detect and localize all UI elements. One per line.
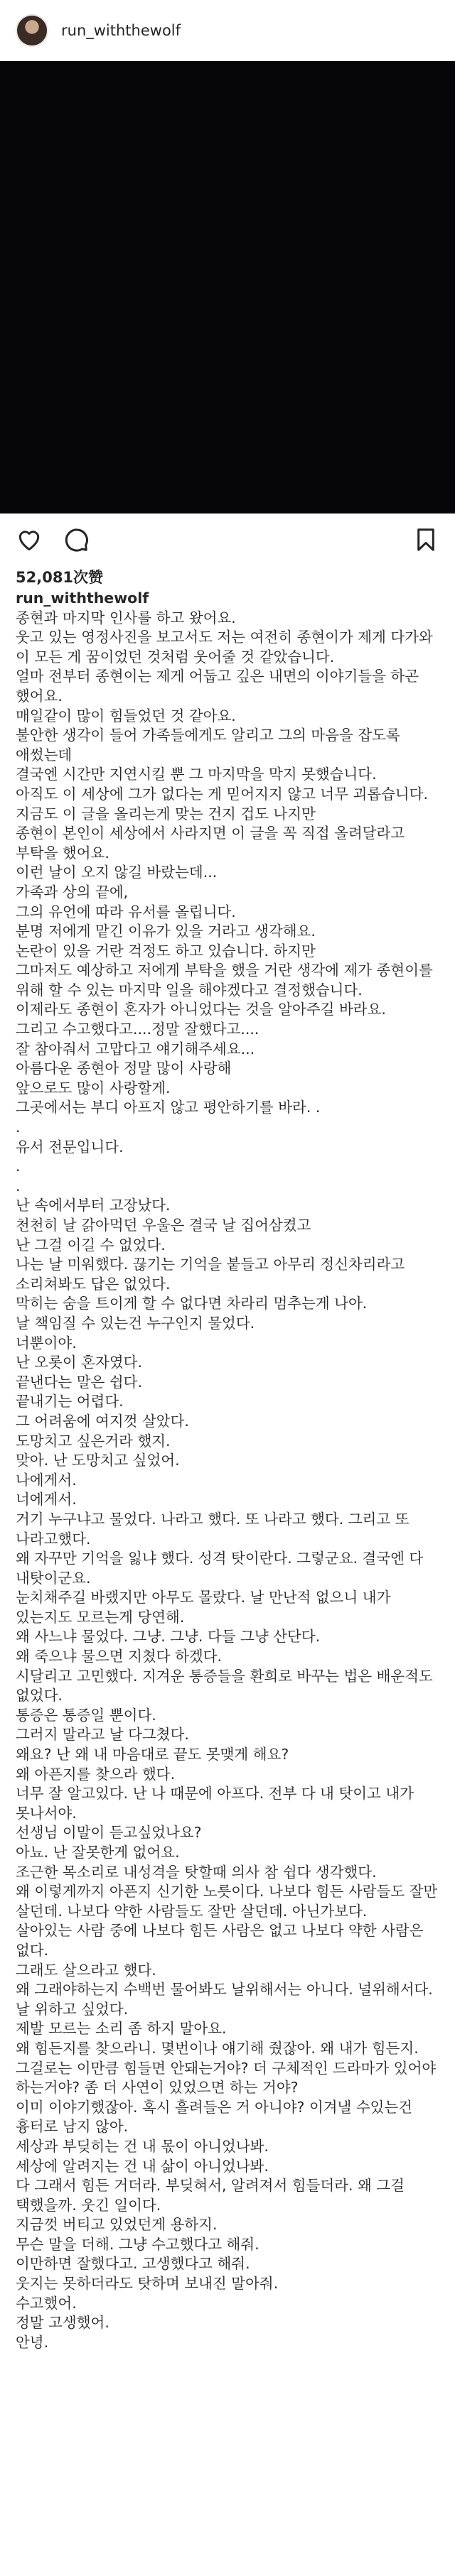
caption-line: 아름다운 종현아 정말 많이 사랑해 xyxy=(16,1060,232,1077)
caption-line: 안녕. xyxy=(16,2333,49,2351)
like-count[interactable]: 52,081次赞 xyxy=(16,569,104,586)
caption-line: 끝낸다는 말은 쉽다. xyxy=(16,1373,142,1391)
caption-line: 그마저도 예상하고 저에게 부탁을 했을 거란 생각에 제가 종현이를 위해 할 수 있는 마지막 일을 해야겠다고 결정했습니다. xyxy=(16,962,438,999)
caption-line: 세상에 알려지는 건 내 삶이 아니었나봐. xyxy=(16,2157,269,2175)
caption-line: 나에게서. xyxy=(16,1471,77,1489)
caption-line: 매일같이 많이 힘들었던 것 같아요. xyxy=(16,707,236,724)
caption-line: . xyxy=(16,1177,21,1195)
caption-line: 잘 참아줘서 고맙다고 얘기해주세요... xyxy=(16,1040,255,1058)
caption-line: 아뇨. 난 잘못한게 없어요. xyxy=(16,1844,180,1861)
post-username[interactable]: run_withthewolf xyxy=(61,22,181,39)
caption-line: 지금도 이 글을 올리는게 맞는 건지 겁도 나지만 xyxy=(16,805,316,822)
caption-line: 불안한 생각이 들어 가족들에게도 알리고 그의 마음을 잡도록 애썼는데 xyxy=(16,727,405,763)
caption-line: . xyxy=(16,1158,21,1175)
caption-line: 통증은 통증일 뿐이다. xyxy=(16,1706,156,1724)
caption-line: 난 속에서부터 고장났다. xyxy=(16,1197,171,1214)
caption-line: 날 책임질 수 있는건 누구인지 물었다. xyxy=(16,1314,255,1332)
caption-line: 이제라도 종현이 혼자가 아니었다는 것을 알아주길 바라요. xyxy=(16,1001,386,1018)
caption-line: 지금껏 버티고 있었던게 용하지. xyxy=(16,2216,218,2234)
caption-line: 그의 유언에 따라 유서를 올립니다. xyxy=(16,903,236,920)
caption-line: 그 어려움에 여지껏 살았다. xyxy=(16,1412,189,1430)
caption-line: . xyxy=(16,1119,21,1136)
caption-line: 도망치고 싶은거라 했지. xyxy=(16,1432,171,1450)
caption-line: 맞아. 난 도망치고 싶었어. xyxy=(16,1452,180,1469)
caption-line: 천천히 날 갉아먹던 우울은 결국 날 집어삼켰고 xyxy=(16,1217,311,1234)
caption-line: 분명 저에게 맡긴 이유가 있을 거라고 생각해요. xyxy=(16,923,316,940)
caption-line: 웃고 있는 영정사진을 보고서도 저는 여전히 종현이가 제게 다가와 이 모든 게 꿈이었던 것처럼 웃어줄 것 같았습니다. xyxy=(16,629,438,665)
caption-line: 날 위하고 싶었다. xyxy=(16,2000,129,2018)
caption-owner[interactable]: run_withthewolf xyxy=(16,589,149,607)
caption-line: 이미 이야기했잖아. 혹시 흘려들은 거 아니야? 이겨낼 수있는건 흉터로 남지 않아. xyxy=(16,2098,417,2136)
caption-line: 앞으로도 많이 사랑할게. xyxy=(16,1079,171,1097)
bookmark-icon[interactable] xyxy=(412,526,439,553)
caption-line: 종현이 본인이 세상에서 사라지면 이 글을 꼭 직접 올려달라고 부탁을 했어요. xyxy=(16,825,410,862)
caption-line: 그곳에서는 부디 아프지 않고 평안하기를 바라. . xyxy=(16,1099,321,1116)
caption-line: 왜 이렇게까지 아픈지 신기한 노릇이다. 나보다 힘든 사람들도 잘만 살던데. 나보다 약한 사람들도 잘만 살던데. 아닌가보다. xyxy=(16,1883,442,1920)
caption-line: 유서 전문입니다. xyxy=(16,1138,124,1156)
caption-line: 시달리고 고민했다. 지겨운 통증들을 환희로 바꾸는 법은 배운적도 없었다. xyxy=(16,1667,438,1705)
comment-icon[interactable] xyxy=(63,526,90,553)
caption-line: 나는 날 미워했다. 끊기는 기억을 붙들고 아무리 정신차리라고 소리쳐봐도 답은 없었다. xyxy=(16,1256,410,1293)
caption-line: 그러지 말라고 날 다그쳤다. xyxy=(16,1726,189,1744)
caption-line: 이런 날이 오지 않길 바랐는데... xyxy=(16,864,218,881)
caption-line: 가족과 상의 끝에, xyxy=(16,883,129,901)
caption-line: 세상과 부딪히는 건 내 몫이 아니었나봐. xyxy=(16,2137,269,2155)
post-header xyxy=(0,0,455,61)
caption-line: 조근한 목소리로 내성격을 탓할때 의사 참 쉽다 생각했다. xyxy=(16,1863,377,1881)
heart-icon[interactable] xyxy=(16,526,43,553)
caption-line: 이만하면 잘했다고. 고생했다고 해줘. xyxy=(16,2255,250,2273)
post-actions xyxy=(0,513,455,566)
caption-line: 결국엔 시간만 지연시킬 뿐 그 마지막을 막지 못했습니다. xyxy=(16,766,377,783)
caption-line: 종현과 마지막 인사를 하고 왔어요. xyxy=(16,609,236,626)
caption-line: 왜 그래야하는지 수백번 물어봐도 날위해서는 아니다. 널위해서다. xyxy=(16,1981,433,1999)
caption-line: 거기 누구냐고 물었다. 나라고 했다. 또 나라고 했다. 그리고 또 나라고했다. xyxy=(16,1510,414,1548)
caption-line: 무슨 말을 더해. 그냥 수고했다고 해줘. xyxy=(16,2235,259,2253)
caption-line: 난 오롯이 혼자였다. xyxy=(16,1354,142,1371)
caption-line: 그리고 수고했다고....정말 잘했다고.... xyxy=(16,1021,259,1038)
caption-line: 선생님 이말이 듣고싶었나요? xyxy=(16,1824,202,1842)
caption-line: 왜 힘든지를 찾으라니. 몇번이나 얘기해 줬잖아. 왜 내가 힘든지. 그걸로는 이만큼 힘들면 안돼는거야? 더 구체적인 드라마가 있어야 하는거야? 좀 더 사연이 있었으면 하는 거야? xyxy=(16,2039,441,2097)
caption-line: 웃지는 못하더라도 탓하며 보내진 말아줘. xyxy=(16,2275,279,2293)
caption-line: 너에게서. xyxy=(16,1491,77,1509)
caption-line: 살아있는 사람 중에 나보다 힘든 사람은 없고 나보다 약한 사람은 없다. xyxy=(16,1922,429,1959)
caption-line: 왜 자꾸만 기억을 잃냐 했다. 성격 탓이란다. 그렇군요. 결국엔 다 내탓이군요. xyxy=(16,1550,428,1587)
caption-line: 너무 잘 알고있다. 난 나 때문에 아프다. 전부 다 내 탓이고 내가 못나서야. xyxy=(16,1785,419,1822)
caption-line: 너뿐이야. xyxy=(16,1334,77,1352)
caption-line: 왜 아픈지를 찾으라 했다. xyxy=(16,1765,176,1783)
caption-line: 아직도 이 세상에 그가 없다는 게 믿어지지 않고 너무 괴롭습니다. xyxy=(16,785,429,803)
caption-line: 왜요? 난 왜 내 마음대로 끝도 못맺게 해요? xyxy=(16,1746,289,1763)
caption-line: 끝내기는 어렵다. xyxy=(16,1393,124,1411)
caption-line: 왜 죽으냐 물으면 지쳤다 하겠다. xyxy=(16,1648,223,1665)
avatar[interactable] xyxy=(16,14,48,47)
caption-line: 논란이 있을 거란 걱정도 하고 있습니다. 하지만 xyxy=(16,942,316,960)
caption-line: 다 그래서 힘든 거더라. 부딪혀서, 알려져서 힘들더라. 왜 그걸 택했을까. 웃긴 일이다. xyxy=(16,2177,410,2214)
caption-line: 그래도 살으라고 했다. xyxy=(16,1961,156,1979)
caption-line: 난 그걸 이길 수 없었다. xyxy=(16,1236,166,1254)
caption-line: 수고했어. xyxy=(16,2294,77,2312)
post-caption xyxy=(0,589,455,2352)
caption-line: 눈치채주길 바랬지만 아무도 몰랐다. 날 만난적 없으니 내가 있는지도 모르는게 당연해. xyxy=(16,1589,395,1626)
caption-line: 얼마 전부터 종현이는 제게 어둡고 깊은 내면의 이야기들을 하곤 했어요. xyxy=(16,668,424,705)
post-photo[interactable] xyxy=(0,61,455,513)
caption-line: 정말 고생했어. xyxy=(16,2314,109,2332)
caption-line: 제발 모르는 소리 좀 하지 말아요. xyxy=(16,2020,227,2038)
caption-line: 왜 사느냐 물었다. 그냥. 그냥. 다들 그냥 산단다. xyxy=(16,1628,321,1646)
caption-line: 막히는 숨을 트이게 할 수 없다면 차라리 멈추는게 나아. xyxy=(16,1295,368,1313)
